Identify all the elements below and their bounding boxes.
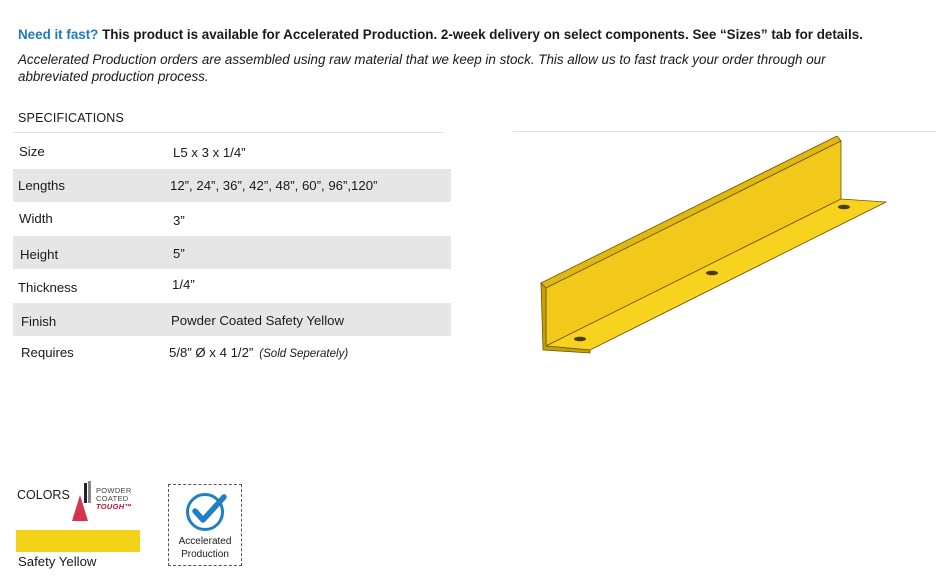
spec-row-thickness <box>13 269 451 303</box>
badge-line: Production <box>181 548 229 560</box>
spec-note: (Sold Seperately) <box>259 348 349 360</box>
spec-value: 1/4” <box>172 277 195 292</box>
color-swatch-safety-yellow <box>16 530 140 552</box>
swatch-label: Safety Yellow <box>18 554 97 569</box>
spec-value: 5” <box>173 245 185 261</box>
bolt-hole <box>706 271 718 276</box>
colors-title: COLORS <box>17 488 70 502</box>
notice-message: This product is available for Accelerated Production. 2-week delivery on select components. See “Sizes” tab for details. <box>102 27 863 42</box>
bolt-hole <box>574 337 586 342</box>
spec-label: Height <box>20 246 59 262</box>
angle-bracket-image <box>530 136 890 358</box>
spec-label: Requires <box>21 345 74 360</box>
logo-line: COATED <box>96 494 129 504</box>
spec-label: Lengths <box>18 177 65 193</box>
spec-row-finish <box>13 303 451 337</box>
spec-row-requires <box>13 336 451 370</box>
spec-label: Width <box>19 211 53 226</box>
badge-line: Accelerated <box>178 536 232 547</box>
powder-coated-tough-text <box>96 487 132 512</box>
specifications-table <box>13 135 451 370</box>
accelerated-production-badge <box>168 484 242 566</box>
divider <box>13 132 444 133</box>
logo-line: TOUGH™ <box>96 502 133 512</box>
check-circle-icon <box>185 491 227 533</box>
notice-lead: Need it fast? <box>18 27 99 42</box>
bolt-hole <box>838 205 850 210</box>
spec-row-height <box>13 236 451 270</box>
accelerated-notice <box>18 27 938 42</box>
spec-label: Thickness <box>18 280 78 295</box>
logo-line: POWDER <box>96 486 132 495</box>
spec-value: Powder Coated Safety Yellow <box>171 312 345 328</box>
spec-row-lengths <box>13 169 451 203</box>
spec-row-width <box>13 202 451 236</box>
spec-value: 3” <box>173 213 185 228</box>
spec-value: 12”, 24”, 36”, 42”, 48”, 60”, 96”,120” <box>170 177 378 193</box>
spec-label: Finish <box>21 313 57 329</box>
spec-value-text: 5/8” Ø x 4 1/2” <box>169 345 254 360</box>
divider <box>513 131 936 132</box>
specifications-title: SPECIFICATIONS <box>18 111 125 125</box>
notice-detail: Accelerated Production orders are assembled using raw material that we keep in stock. This allow us to fast track your order through our abbreviated production process. <box>18 52 826 84</box>
spec-label: Size <box>19 144 45 159</box>
badge-label <box>169 536 241 561</box>
spec-value: L5 x 3 x 1/4” <box>173 145 246 160</box>
spec-row-size <box>13 135 451 169</box>
spec-value <box>169 345 348 360</box>
